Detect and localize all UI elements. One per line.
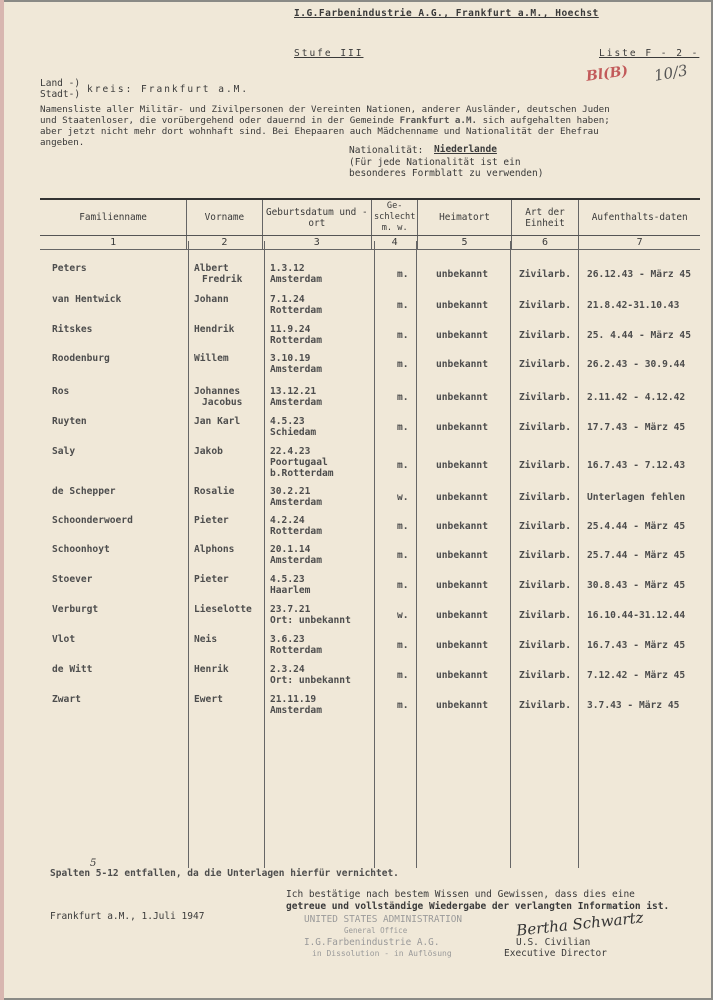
col-number: 1 [40,236,187,250]
birth-date: 23.7.21 [270,604,311,615]
birth-date: 11.9.24 [270,324,311,335]
nationality-note: (Für jede Nationalität ist ein besonderes Formblatt zu verwenden) [349,157,544,179]
spalten-handwritten-mark: 5 [90,858,97,869]
birth-place: Rotterdam [270,645,322,656]
first-name: Rosalie [194,486,235,497]
signature: Bertha Schwartz [515,908,645,940]
sex: m. [397,269,409,280]
column-divider [188,241,189,868]
unit-type: Zivilarb. [519,359,571,370]
col-header: Vorname [187,199,262,236]
stufe-label: Stufe III [294,48,364,59]
unit-type: Zivilarb. [519,460,571,471]
first-name: Hendrik [194,324,235,335]
col-header: Heimatort [418,199,511,236]
signer-title-1: U.S. Civilian [516,937,591,948]
birth-place: Rotterdam [270,335,322,346]
unit-type: Zivilarb. [519,521,571,532]
family-name: Ros [52,386,70,397]
family-name: de Witt [52,664,93,675]
family-name: Peters [52,263,87,274]
admin-stamp-line-4: in Dissolution - in Auflösung [312,949,452,958]
col-number: 4 [372,236,418,250]
birth-date: 20.1.14 [270,544,311,555]
family-name: Roodenburg [52,353,110,364]
intro-line-4: angeben. [40,137,85,148]
home-town: unbekannt [436,392,488,403]
birth-place: Schiedam [270,427,317,438]
stay-dates: 16.10.44-31.12.44 [587,610,686,621]
unit-type: Zivilarb. [519,330,571,341]
birth-place: Rotterdam [270,526,322,537]
column-divider [374,241,375,868]
birth-place: Amsterdam [270,555,322,566]
sex: m. [397,422,409,433]
unit-type: Zivilarb. [519,580,571,591]
family-name: Stoever [52,574,93,585]
family-name: Verburgt [52,604,99,615]
stay-dates: 30.8.43 - März 45 [587,580,686,591]
confirmation-line-1: Ich bestätige nach bestem Wissen und Gewissen, dass dies eine [286,889,635,900]
nationality-label: Nationalität: [349,145,424,156]
birth-date: 3.10.19 [270,353,311,364]
home-town: unbekannt [436,422,488,433]
red-stamp: Bl(B) [585,63,630,85]
sex: m. [397,330,409,341]
first-name: Johannes [194,386,241,397]
first-name: Albert [194,263,229,274]
place-date: Frankfurt a.M., 1.Juli 1947 [50,911,205,922]
sex: m. [397,700,409,711]
birth-date: 30.2.21 [270,486,311,497]
column-divider [416,241,417,868]
sex: m. [397,580,409,591]
birth-date: 4.5.23 [270,574,305,585]
gemeinde-name: Frankfurt a.M. [399,115,478,126]
unit-type: Zivilarb. [519,670,571,681]
home-town: unbekannt [436,330,488,341]
birth-place: Ort: unbekannt [270,675,351,686]
col-number: 6 [511,236,579,250]
unit-type: Zivilarb. [519,422,571,433]
birth-place: Ort: unbekannt [270,615,351,626]
family-name: Ruyten [52,416,87,427]
col-header: Art der Einheit [511,199,579,236]
birth-date: 4.5.23 [270,416,305,427]
family-name: Ritskes [52,324,93,335]
names-table [40,198,700,250]
signer-title-2: Executive Director [504,948,607,959]
home-town: unbekannt [436,550,488,561]
home-town: unbekannt [436,700,488,711]
handwritten-page-mark: 10/3 [652,61,689,85]
first-name: Pieter [194,574,229,585]
family-name: van Hentwick [52,294,122,305]
birth-date: 13.12.21 [270,386,317,397]
family-name: Schoonhoyt [52,544,110,555]
admin-stamp-line-2: General Office [344,926,408,935]
stay-dates: 25. 4.44 - März 45 [587,330,691,341]
stay-dates: Unterlagen fehlen [587,492,686,503]
unit-type: Zivilarb. [519,700,571,711]
birth-date: 22.4.23 [270,446,311,457]
intro-line-3: aber jetzt nicht mehr dort wohnhaft sind. Bei Ehepaaren auch Mädchenname und Nationalität der Ehefrau [40,126,599,137]
family-name: Saly [52,446,76,457]
birth-place: Haarlem [270,585,311,596]
first-name: Johann [194,294,229,305]
first-name: Pieter [194,515,229,526]
birth-place: Amsterdam [270,397,322,408]
sex: m. [397,521,409,532]
stay-dates: 16.7.43 - 7.12.43 [587,460,686,471]
first-name: Alphons [194,544,235,555]
col-header: Familienname [40,199,187,236]
sex: m. [397,300,409,311]
unit-type: Zivilarb. [519,492,571,503]
birth-date: 3.6.23 [270,634,305,645]
home-town: unbekannt [436,492,488,503]
stay-dates: 2.11.42 - 4.12.42 [587,392,686,403]
stadt-label: Stadt-) [40,89,81,100]
column-number-row [40,236,700,250]
birth-date: 2.3.24 [270,664,305,675]
sex: m. [397,359,409,370]
column-divider [510,241,511,868]
home-town: unbekannt [436,460,488,471]
stay-dates: 16.7.43 - März 45 [587,640,686,651]
home-town: unbekannt [436,300,488,311]
unit-type: Zivilarb. [519,550,571,561]
col-number: 5 [418,236,511,250]
birth-date: 7.1.24 [270,294,305,305]
first-name-2: Jacobus [202,397,243,408]
unit-type: Zivilarb. [519,392,571,403]
unit-type: Zivilarb. [519,269,571,280]
stay-dates: 25.4.44 - März 45 [587,521,686,532]
confirmation-line-2: getreue und vollständige Wiedergabe der verlangten Information ist. [286,901,670,912]
stay-dates: 26.2.43 - 30.9.44 [587,359,686,370]
stay-dates: 7.12.42 - März 45 [587,670,686,681]
intro-line-2: und Staatenloser, die vorübergehend oder dauernd in der Gemeinde Frankfurt a.M. sich aufgehalten haben; [40,115,610,126]
first-name: Ewert [194,694,223,705]
col-number: 3 [262,236,371,250]
sex: m. [397,460,409,471]
first-name: Jan Karl [194,416,241,427]
stay-dates: 25.7.44 - März 45 [587,550,686,561]
col-header: Geburtsdatum und -ort [262,199,371,236]
admin-stamp-line-3: I.G.Farbenindustrie A.G. [304,937,440,948]
document-page [4,2,711,998]
sex: m. [397,670,409,681]
birth-place: Poortugaal b.Rotterdam [270,457,334,479]
family-name: Zwart [52,694,81,705]
unit-type: Zivilarb. [519,640,571,651]
birth-place: Amsterdam [270,364,322,375]
home-town: unbekannt [436,359,488,370]
birth-place: Rotterdam [270,305,322,316]
family-name: de Schepper [52,486,116,497]
birth-date: 21.11.19 [270,694,317,705]
sex: m. [397,550,409,561]
nationality-value: Niederlande [434,144,497,155]
spalten-note: Spalten 5-12 entfallen, da die Unterlagen hierfür vernichtet. [50,868,399,879]
intro-paragraph [40,104,690,148]
home-town: unbekannt [436,670,488,681]
col-header: Ge-schlecht m. w. [372,199,418,236]
stay-dates: 3.7.43 - März 45 [587,700,680,711]
birth-place: Amsterdam [270,705,322,716]
stay-dates: 17.7.43 - März 45 [587,422,686,433]
family-name: Schoonderwoerd [52,515,133,526]
first-name-2: Fredrik [202,274,243,285]
first-name: Lieselotte [194,604,252,615]
col-number: 7 [579,236,700,250]
admin-stamp-line-1: UNITED STATES ADMINISTRATION [304,914,463,925]
liste-label: Liste F - 2 - [599,48,700,59]
column-divider [578,241,579,868]
intro-line-1: Namensliste aller Militär- und Zivilpersonen der Vereinten Nationen, anderer Ausländer, deutschen Juden [40,104,610,115]
home-town: unbekannt [436,580,488,591]
home-town: unbekannt [436,269,488,280]
first-name: Jakob [194,446,223,457]
col-header: Aufenthalts-daten [579,199,700,236]
company-header: I.G.Farbenindustrie A.G., Frankfurt a.M., Hoechst [294,8,599,19]
home-town: unbekannt [436,521,488,532]
first-name: Willem [194,353,229,364]
column-divider [264,241,265,868]
home-town: unbekannt [436,640,488,651]
sex: w. [397,492,409,503]
col-number: 2 [187,236,262,250]
sex: m. [397,392,409,403]
first-name: Neis [194,634,218,645]
birth-place: Amsterdam [270,497,322,508]
stay-dates: 26.12.43 - März 45 [587,269,691,280]
sex: m. [397,640,409,651]
stay-dates: 21.8.42-31.10.43 [587,300,680,311]
birth-date: 4.2.24 [270,515,305,526]
birth-place: Amsterdam [270,274,322,285]
unit-type: Zivilarb. [519,610,571,621]
birth-date: 1.3.12 [270,263,305,274]
kreis-label: kreis: Frankfurt a.M. [87,84,250,95]
home-town: unbekannt [436,610,488,621]
unit-type: Zivilarb. [519,300,571,311]
sex: w. [397,610,409,621]
table-header-row [40,199,700,236]
land-label: Land -) [40,78,81,89]
family-name: Vlot [52,634,76,645]
first-name: Henrik [194,664,229,675]
